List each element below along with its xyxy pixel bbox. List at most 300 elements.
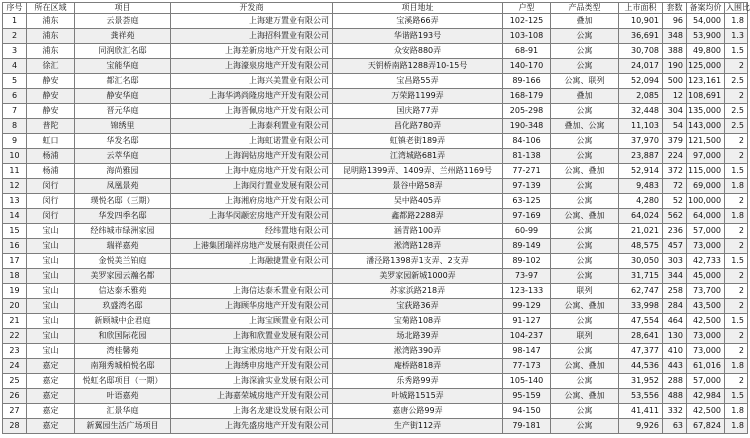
col-address-cell: 鑫都路2288弄 <box>333 209 503 224</box>
col-ratio-cell: 2 <box>725 284 748 299</box>
col-ratio-cell: 2 <box>725 374 748 389</box>
col-district-cell: 杨浦 <box>27 164 75 179</box>
col-area-cell: 31,952 <box>619 374 663 389</box>
col-district-cell: 嘉定 <box>27 404 75 419</box>
col-units-cell: 72 <box>663 179 687 194</box>
col-units-cell: 464 <box>663 314 687 329</box>
col-developer-cell: 上海建万置业有限公司 <box>171 14 333 29</box>
col-units-cell: 344 <box>663 269 687 284</box>
col-ratio-cell: 1.8 <box>725 359 748 374</box>
col-product-type-cell: 公寓 <box>551 239 619 254</box>
col-project-cell: 凤凰景苑 <box>75 179 171 194</box>
col-units-cell: 332 <box>663 404 687 419</box>
col-district-cell: 嘉定 <box>27 419 75 434</box>
col-no-cell: 19 <box>3 284 27 299</box>
col-avg-price-header: 备案均价 <box>687 3 725 14</box>
col-units-cell: 562 <box>663 209 687 224</box>
col-ratio-cell: 2 <box>725 194 748 209</box>
col-no-header: 序号 <box>3 3 27 14</box>
table-row <box>3 119 748 134</box>
col-units-cell: 190 <box>663 59 687 74</box>
col-unit-type-cell: 79-181 <box>503 419 551 434</box>
col-avg-price-cell: 64,000 <box>687 209 725 224</box>
col-units-cell: 224 <box>663 149 687 164</box>
col-avg-price-cell: 135,000 <box>687 104 725 119</box>
col-unit-type-cell: 123-133 <box>503 284 551 299</box>
col-district-cell: 宝山 <box>27 284 75 299</box>
col-units-cell: 284 <box>663 299 687 314</box>
col-district-cell: 杨浦 <box>27 149 75 164</box>
col-product-type-cell: 公寓、叠加 <box>551 209 619 224</box>
col-area-cell: 41,411 <box>619 404 663 419</box>
col-ratio-cell: 2 <box>725 134 748 149</box>
table-row <box>3 404 748 419</box>
col-no-cell: 14 <box>3 209 27 224</box>
col-avg-price-cell: 57,000 <box>687 374 725 389</box>
col-product-type-cell: 公寓 <box>551 29 619 44</box>
col-product-type-cell: 公寓、叠加 <box>551 299 619 314</box>
col-avg-price-cell: 67,824 <box>687 419 725 434</box>
col-area-cell: 30,708 <box>619 44 663 59</box>
col-project-cell: 南翔秀城柏悦名邸 <box>75 359 171 374</box>
col-project-cell: 汇景华庭 <box>75 404 171 419</box>
col-area-cell: 52,094 <box>619 74 663 89</box>
col-area-cell: 47,554 <box>619 314 663 329</box>
table-row <box>3 299 748 314</box>
col-units-cell: 130 <box>663 329 687 344</box>
col-product-type-cell: 公寓 <box>551 419 619 434</box>
col-ratio-cell: 1.5 <box>725 254 748 269</box>
table-row <box>3 29 748 44</box>
col-developer-cell: 上海濠泉房地产开发有限公司 <box>171 59 333 74</box>
table-row <box>3 89 748 104</box>
col-area-cell: 47,377 <box>619 344 663 359</box>
col-avg-price-cell: 43,500 <box>687 299 725 314</box>
col-product-type-cell: 公寓 <box>551 59 619 74</box>
col-unit-type-cell: 73-97 <box>503 269 551 284</box>
table-row <box>3 179 748 194</box>
table-row <box>3 269 748 284</box>
col-area-cell: 11,103 <box>619 119 663 134</box>
col-ratio-cell: 2.5 <box>725 74 748 89</box>
col-avg-price-cell: 125,000 <box>687 59 725 74</box>
col-area-cell: 9,926 <box>619 419 663 434</box>
col-unit-type-cell: 99-129 <box>503 299 551 314</box>
col-product-type-cell: 叠加 <box>551 89 619 104</box>
col-district-cell: 浦东 <box>27 29 75 44</box>
col-project-cell: 同润欣汇名邸 <box>75 44 171 59</box>
col-units-cell: 288 <box>663 374 687 389</box>
col-address-header: 项目地址 <box>333 3 503 14</box>
col-project-cell: 龚祥苑 <box>75 29 171 44</box>
col-product-type-cell: 公寓 <box>551 224 619 239</box>
col-project-cell: 华发名邸 <box>75 134 171 149</box>
col-unit-type-cell: 60-99 <box>503 224 551 239</box>
col-project-cell: 晋元华庭 <box>75 104 171 119</box>
col-address-cell: 生产街112弄 <box>333 419 503 434</box>
col-district-cell: 嘉定 <box>27 359 75 374</box>
col-area-cell: 28,641 <box>619 329 663 344</box>
col-no-cell: 28 <box>3 419 27 434</box>
col-developer-cell: 上海名龙建设发展有限公司 <box>171 404 333 419</box>
col-unit-type-cell: 81-138 <box>503 149 551 164</box>
col-district-cell: 宝山 <box>27 239 75 254</box>
col-address-cell: 叶城路1515弄 <box>333 389 503 404</box>
col-district-cell: 宝山 <box>27 269 75 284</box>
col-units-cell: 54 <box>663 119 687 134</box>
col-address-cell: 吴中路405弄 <box>333 194 503 209</box>
col-no-cell: 23 <box>3 344 27 359</box>
col-product-type-cell: 公寓 <box>551 344 619 359</box>
col-ratio-cell: 2.5 <box>725 119 748 134</box>
col-area-cell: 36,691 <box>619 29 663 44</box>
col-address-cell: 华谐路193号 <box>333 29 503 44</box>
col-ratio-cell: 1.5 <box>725 314 748 329</box>
col-district-cell: 闵行 <box>27 194 75 209</box>
col-ratio-cell: 1.8 <box>725 179 748 194</box>
table-row <box>3 374 748 389</box>
col-project-cell: 海尚雅园 <box>75 164 171 179</box>
col-ratio-cell: 2 <box>725 344 748 359</box>
col-units-cell: 372 <box>663 164 687 179</box>
col-avg-price-cell: 61,016 <box>687 359 725 374</box>
col-ratio-cell: 2 <box>725 299 748 314</box>
col-address-cell: 宝溪路66弄 <box>333 14 503 29</box>
col-area-header: 上市面积 <box>619 3 663 14</box>
col-product-type-cell: 公寓、叠加 <box>551 389 619 404</box>
col-units-header: 套数 <box>663 3 687 14</box>
col-no-cell: 26 <box>3 389 27 404</box>
col-project-cell: 湾桂馨苑 <box>75 344 171 359</box>
col-developer-cell: 上海差新房地产开发有限公司 <box>171 44 333 59</box>
col-area-cell: 24,017 <box>619 59 663 74</box>
col-ratio-cell: 1.5 <box>725 389 748 404</box>
col-product-type-cell: 公寓 <box>551 374 619 389</box>
col-product-type-cell: 公寓 <box>551 269 619 284</box>
col-unit-type-cell: 95-159 <box>503 389 551 404</box>
col-developer-cell: 上海华闵颛宏房地产开发有限公司 <box>171 209 333 224</box>
col-address-cell: 潘泾路1398弄1支弄、2支弄 <box>333 254 503 269</box>
col-district-cell: 普陀 <box>27 119 75 134</box>
table-row <box>3 209 748 224</box>
table-row <box>3 194 748 209</box>
col-avg-price-cell: 69,000 <box>687 179 725 194</box>
col-developer-cell: 上海润钻房地产开发有限公司 <box>171 149 333 164</box>
col-avg-price-cell: 73,700 <box>687 284 725 299</box>
col-developer-cell: 上港集团瑞祥房地产发展有限责任公司 <box>171 239 333 254</box>
col-product-type-cell: 公寓、叠加 <box>551 359 619 374</box>
col-no-cell: 6 <box>3 89 27 104</box>
col-address-cell: 昌化路780弄 <box>333 119 503 134</box>
col-avg-price-cell: 42,500 <box>687 404 725 419</box>
col-area-cell: 33,998 <box>619 299 663 314</box>
col-project-cell: 悦虹名邸项目（一期） <box>75 374 171 389</box>
col-product-type-header: 产品类型 <box>551 3 619 14</box>
col-address-cell: 场北路39弄 <box>333 329 503 344</box>
table-row <box>3 14 748 29</box>
col-address-cell: 万荣路1199弄 <box>333 89 503 104</box>
col-area-cell: 32,448 <box>619 104 663 119</box>
col-no-cell: 5 <box>3 74 27 89</box>
col-district-cell: 闵行 <box>27 179 75 194</box>
col-project-cell: 信达泰禾雅苑 <box>75 284 171 299</box>
col-project-cell: 新翼园生活广场项目 <box>75 419 171 434</box>
col-no-cell: 22 <box>3 329 27 344</box>
col-developer-header: 开发商 <box>171 3 333 14</box>
col-address-cell: 宝昌路55弄 <box>333 74 503 89</box>
col-area-cell: 52,914 <box>619 164 663 179</box>
col-project-cell: 璞悦名邸（三期） <box>75 194 171 209</box>
table-row <box>3 254 748 269</box>
table-row <box>3 389 748 404</box>
col-ratio-cell: 1.8 <box>725 209 748 224</box>
col-project-cell: 都汇名邸 <box>75 74 171 89</box>
table-row <box>3 329 748 344</box>
col-ratio-cell: 2 <box>725 329 748 344</box>
col-developer-cell: 上海宝顾置业有限公司 <box>171 314 333 329</box>
col-ratio-cell: 1.5 <box>725 164 748 179</box>
col-project-cell: 经纬城市绿洲家园 <box>75 224 171 239</box>
col-unit-type-cell: 168-179 <box>503 89 551 104</box>
col-area-cell: 48,575 <box>619 239 663 254</box>
col-district-cell: 宝山 <box>27 254 75 269</box>
col-ratio-cell: 1.8 <box>725 14 748 29</box>
col-units-cell: 12 <box>663 89 687 104</box>
table-row <box>3 239 748 254</box>
col-developer-cell: 上海中庭房地产开发有限公司 <box>171 164 333 179</box>
table-row <box>3 59 748 74</box>
col-no-cell: 7 <box>3 104 27 119</box>
col-units-cell: 388 <box>663 44 687 59</box>
table-row <box>3 164 748 179</box>
col-unit-type-header: 户型 <box>503 3 551 14</box>
col-developer-cell: 上海兴美置业有限公司 <box>171 74 333 89</box>
col-no-cell: 2 <box>3 29 27 44</box>
col-unit-type-cell: 190-348 <box>503 119 551 134</box>
col-avg-price-cell: 49,800 <box>687 44 725 59</box>
col-developer-cell: 上海嘉荣城房地产开发有限公司 <box>171 389 333 404</box>
col-unit-type-cell: 84-106 <box>503 134 551 149</box>
col-ratio-cell: 2 <box>725 59 748 74</box>
col-area-cell: 10,901 <box>619 14 663 29</box>
col-developer-cell: 上海和欣置业发展有限公司 <box>171 329 333 344</box>
col-district-cell: 静安 <box>27 74 75 89</box>
col-units-cell: 303 <box>663 254 687 269</box>
col-product-type-cell: 公寓 <box>551 254 619 269</box>
col-address-cell: 乐秀路99弄 <box>333 374 503 389</box>
col-address-cell: 美罗家园新城1000弄 <box>333 269 503 284</box>
table-row <box>3 344 748 359</box>
col-unit-type-cell: 77-271 <box>503 164 551 179</box>
col-no-cell: 25 <box>3 374 27 389</box>
col-units-cell: 500 <box>663 74 687 89</box>
col-developer-cell: 上海先盛房地产开发有限公司 <box>171 419 333 434</box>
col-ratio-cell: 1.5 <box>725 44 748 59</box>
col-unit-type-cell: 89-102 <box>503 254 551 269</box>
col-product-type-cell: 叠加、公寓 <box>551 119 619 134</box>
table-row <box>3 74 748 89</box>
col-address-cell: 淞湾路128弄 <box>333 239 503 254</box>
col-project-cell: 和欣国际花园 <box>75 329 171 344</box>
col-area-cell: 53,556 <box>619 389 663 404</box>
col-district-cell: 宝山 <box>27 314 75 329</box>
col-unit-type-cell: 105-140 <box>503 374 551 389</box>
col-developer-cell: 上海融捷置业有限公司 <box>171 254 333 269</box>
col-unit-type-cell: 104-237 <box>503 329 551 344</box>
col-district-cell: 嘉定 <box>27 374 75 389</box>
col-unit-type-cell: 103-108 <box>503 29 551 44</box>
col-developer-cell: 上海信达泰禾置业有限公司 <box>171 284 333 299</box>
col-area-cell: 2,085 <box>619 89 663 104</box>
col-no-cell: 27 <box>3 404 27 419</box>
col-units-cell: 304 <box>663 104 687 119</box>
col-district-cell: 宝山 <box>27 224 75 239</box>
col-product-type-cell: 公寓、联列 <box>551 74 619 89</box>
table-row <box>3 284 748 299</box>
col-product-type-cell: 公寓 <box>551 404 619 419</box>
col-developer-cell: 上海深渝实业发展有限公司 <box>171 374 333 389</box>
col-product-type-cell: 公寓 <box>551 44 619 59</box>
col-avg-price-cell: 73,000 <box>687 329 725 344</box>
col-avg-price-cell: 54,000 <box>687 14 725 29</box>
col-units-cell: 52 <box>663 194 687 209</box>
col-avg-price-cell: 108,691 <box>687 89 725 104</box>
col-no-cell: 8 <box>3 119 27 134</box>
col-unit-type-cell: 89-166 <box>503 74 551 89</box>
col-avg-price-cell: 73,000 <box>687 344 725 359</box>
col-address-cell: 宝荻路36弄 <box>333 299 503 314</box>
col-developer-cell: 上海湘府房地产开发有限公司 <box>171 194 333 209</box>
col-project-cell: 华发四季名邸 <box>75 209 171 224</box>
col-developer-cell: 上海闵行置业发展有限公司 <box>171 179 333 194</box>
col-project-header: 项目 <box>75 3 171 14</box>
col-ratio-cell: 2 <box>725 149 748 164</box>
col-units-cell: 443 <box>663 359 687 374</box>
col-ratio-cell: 2.5 <box>725 104 748 119</box>
col-district-cell: 宝山 <box>27 299 75 314</box>
col-area-cell: 44,536 <box>619 359 663 374</box>
col-avg-price-cell: 42,733 <box>687 254 725 269</box>
housing-table <box>2 2 748 434</box>
col-developer-cell: 上海虹诺置业有限公司 <box>171 134 333 149</box>
col-area-cell: 23,887 <box>619 149 663 164</box>
col-developer-cell: 上海泰利置业有限公司 <box>171 119 333 134</box>
col-ratio-cell: 1.8 <box>725 404 748 419</box>
table-row <box>3 314 748 329</box>
table-row <box>3 44 748 59</box>
col-unit-type-cell: 98-147 <box>503 344 551 359</box>
col-no-cell: 16 <box>3 239 27 254</box>
col-units-cell: 379 <box>663 134 687 149</box>
col-no-cell: 10 <box>3 149 27 164</box>
col-developer-cell: 上海招科置业有限公司 <box>171 29 333 44</box>
col-avg-price-cell: 42,500 <box>687 314 725 329</box>
col-no-cell: 13 <box>3 194 27 209</box>
col-no-cell: 20 <box>3 299 27 314</box>
col-ratio-cell: 1.3 <box>725 29 748 44</box>
col-product-type-cell: 公寓 <box>551 134 619 149</box>
table-row <box>3 224 748 239</box>
col-avg-price-cell: 53,900 <box>687 29 725 44</box>
col-area-cell: 9,483 <box>619 179 663 194</box>
col-project-cell: 新顾城中企君庭 <box>75 314 171 329</box>
table-row <box>3 419 748 434</box>
col-unit-type-cell: 63-125 <box>503 194 551 209</box>
col-developer-cell: 经纬置地有限公司 <box>171 224 333 239</box>
col-area-cell: 62,747 <box>619 284 663 299</box>
col-no-cell: 18 <box>3 269 27 284</box>
col-avg-price-cell: 57,000 <box>687 224 725 239</box>
col-address-cell: 虹镇老街189弄 <box>333 134 503 149</box>
col-unit-type-cell: 97-169 <box>503 209 551 224</box>
col-project-cell: 云萃华庭 <box>75 149 171 164</box>
col-units-cell: 63 <box>663 419 687 434</box>
col-address-cell: 宝菊路108弄 <box>333 314 503 329</box>
col-no-cell: 15 <box>3 224 27 239</box>
col-address-cell: 苏家浜路218弄 <box>333 284 503 299</box>
col-unit-type-cell: 140-170 <box>503 59 551 74</box>
col-developer-cell: 上海绣申房地产开发有限公司 <box>171 359 333 374</box>
col-product-type-cell: 公寓 <box>551 149 619 164</box>
col-unit-type-cell: 77-173 <box>503 359 551 374</box>
col-unit-type-cell: 89-149 <box>503 239 551 254</box>
col-address-cell: 景谷中路58弄 <box>333 179 503 194</box>
col-project-cell: 云景荟庭 <box>75 14 171 29</box>
col-project-cell: 美罗家园云瀚名都 <box>75 269 171 284</box>
col-area-cell: 64,024 <box>619 209 663 224</box>
col-district-cell: 静安 <box>27 89 75 104</box>
col-project-cell: 瑞祥嘉苑 <box>75 239 171 254</box>
col-district-cell: 宝山 <box>27 329 75 344</box>
col-ratio-cell: 1.8 <box>725 419 748 434</box>
col-no-cell: 12 <box>3 179 27 194</box>
col-unit-type-cell: 94-150 <box>503 404 551 419</box>
col-address-cell: 庵桥路818弄 <box>333 359 503 374</box>
col-ratio-cell: 2 <box>725 89 748 104</box>
col-unit-type-cell: 205-298 <box>503 104 551 119</box>
col-developer-cell <box>171 269 333 284</box>
col-area-cell: 31,715 <box>619 269 663 284</box>
col-area-cell: 30,050 <box>619 254 663 269</box>
col-avg-price-cell: 121,500 <box>687 134 725 149</box>
col-no-cell: 1 <box>3 14 27 29</box>
col-unit-type-cell: 97-139 <box>503 179 551 194</box>
col-product-type-cell: 公寓 <box>551 194 619 209</box>
col-project-cell: 静安华庭 <box>75 89 171 104</box>
col-product-type-cell: 公寓 <box>551 104 619 119</box>
col-address-cell: 江湾城路681弄 <box>333 149 503 164</box>
table-row <box>3 104 748 119</box>
col-avg-price-cell: 123,161 <box>687 74 725 89</box>
col-ratio-cell: 2 <box>725 224 748 239</box>
col-product-type-cell: 联列 <box>551 329 619 344</box>
col-unit-type-cell: 91-127 <box>503 314 551 329</box>
col-developer-cell: 上海华鸿尚隆房地产开发有限公司 <box>171 89 333 104</box>
col-district-cell: 虹口 <box>27 134 75 149</box>
col-no-cell: 17 <box>3 254 27 269</box>
col-address-cell: 涵青路100弄 <box>333 224 503 239</box>
col-avg-price-cell: 100,000 <box>687 194 725 209</box>
col-area-cell: 4,280 <box>619 194 663 209</box>
col-project-cell: 金悦美兰铂庭 <box>75 254 171 269</box>
col-developer-cell: 上海宝淞房地产开发有限公司 <box>171 344 333 359</box>
col-units-cell: 488 <box>663 389 687 404</box>
col-district-cell: 徐汇 <box>27 59 75 74</box>
col-avg-price-cell: 115,000 <box>687 164 725 179</box>
col-address-cell: 天钥桥南路1288弄10-15号 <box>333 59 503 74</box>
col-area-cell: 37,970 <box>619 134 663 149</box>
col-units-cell: 96 <box>663 14 687 29</box>
